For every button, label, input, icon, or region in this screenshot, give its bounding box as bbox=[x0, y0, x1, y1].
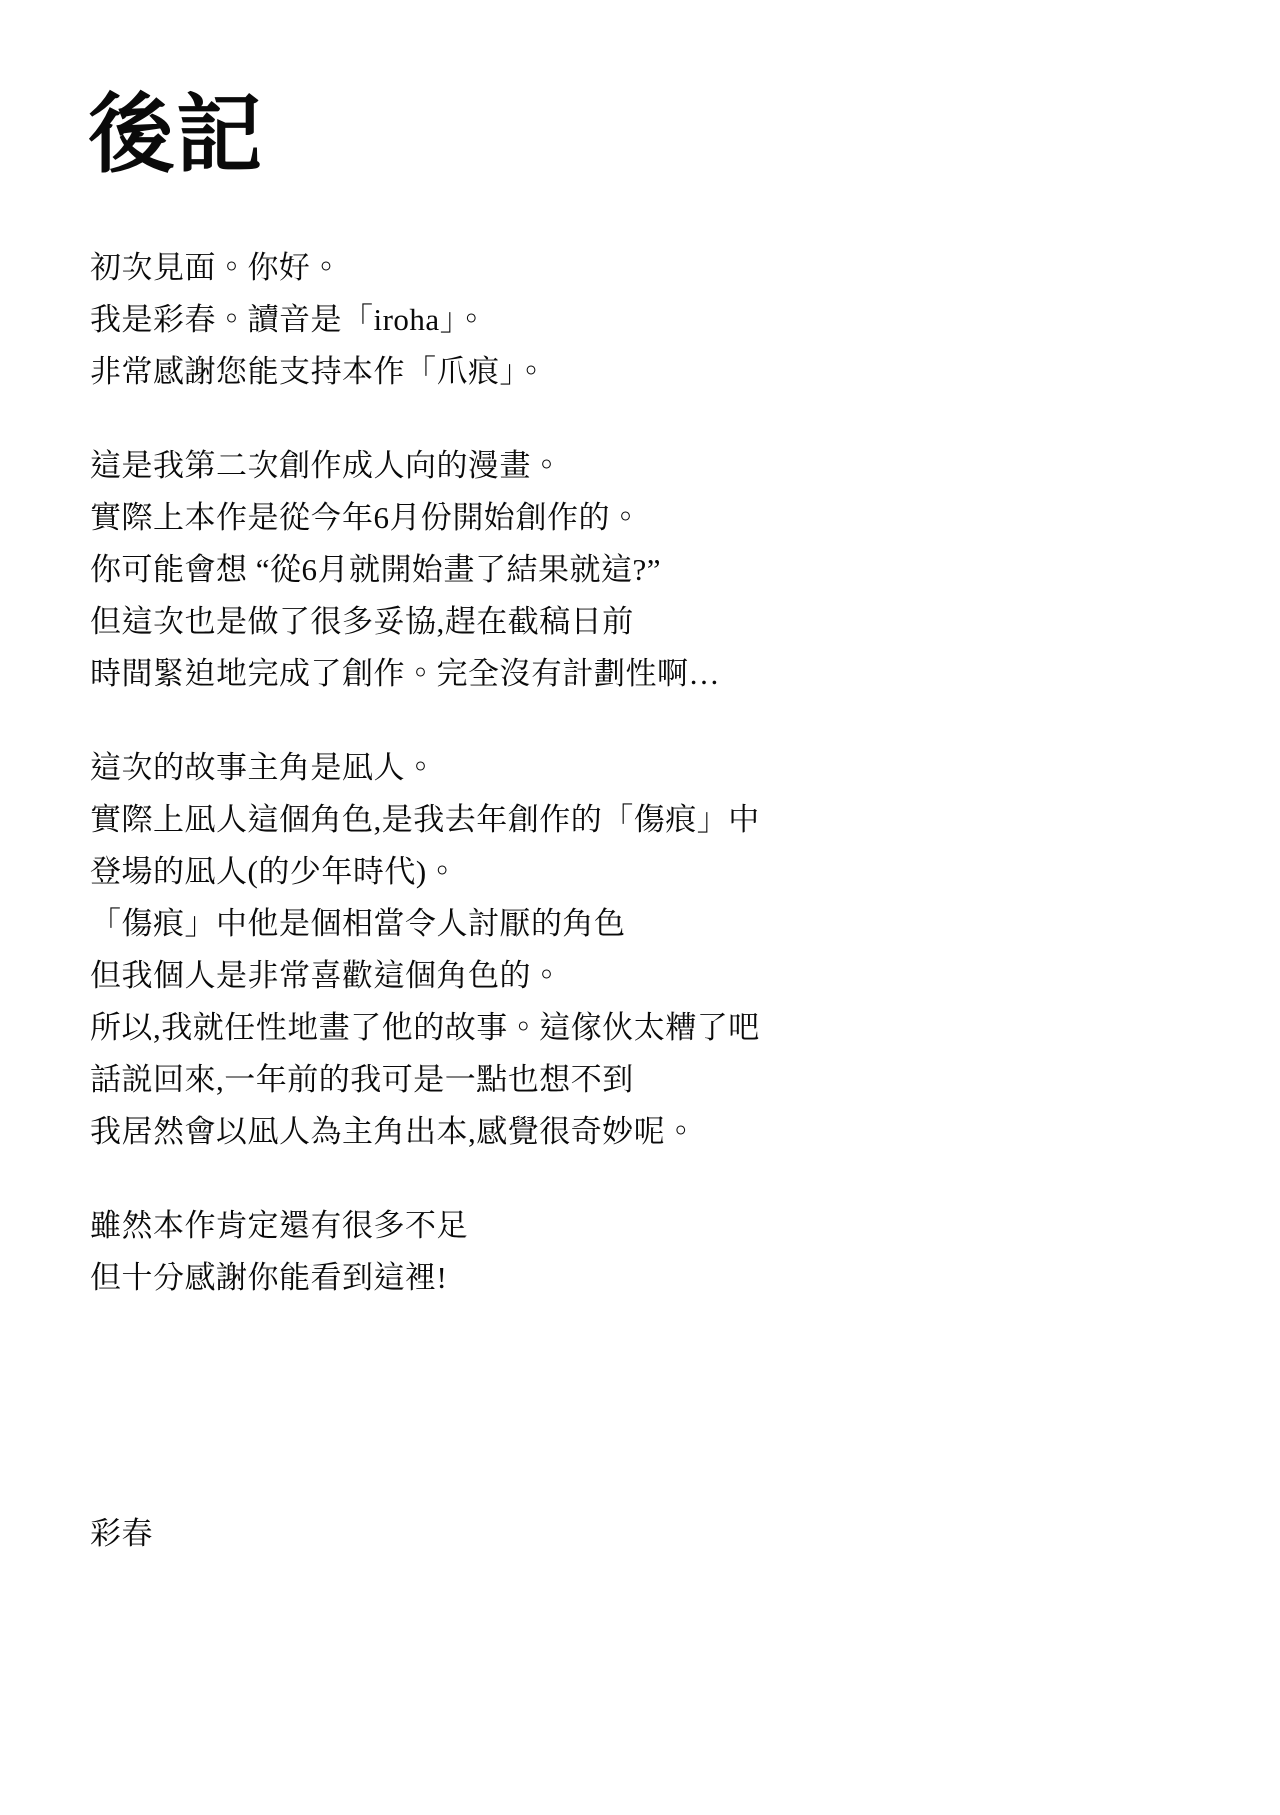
text-line: 雖然本作肯定還有很多不足 bbox=[90, 1208, 468, 1243]
paragraph-production bbox=[90, 440, 1150, 700]
text-line: 我是彩春。讀音是「iroha」。 bbox=[90, 302, 488, 337]
text-line: 這次的故事主角是凪人。 bbox=[90, 750, 437, 785]
text-line: 但十分感謝你能看到這裡! bbox=[90, 1260, 448, 1295]
author-signature: 彩春 bbox=[90, 1516, 153, 1551]
afterword-body bbox=[90, 242, 1150, 1304]
page-title: 後記 bbox=[88, 87, 264, 183]
paragraph-closing bbox=[90, 1200, 1150, 1304]
text-line: 初次見面。你好。 bbox=[90, 250, 342, 285]
text-line: 實際上凪人這個角色,是我去年創作的「傷痕」中 bbox=[90, 802, 760, 837]
text-line: 實際上本作是從今年6月份開始創作的。 bbox=[90, 500, 642, 535]
text-line: 話説回來,一年前的我可是一點也想不到 bbox=[90, 1062, 634, 1097]
text-line: 所以,我就任性地畫了他的故事。這傢伙太糟了吧 bbox=[90, 1010, 760, 1045]
paragraph-character bbox=[90, 742, 1150, 1158]
text-line: 但這次也是做了很多妥協,趕在截稿日前 bbox=[90, 604, 634, 639]
text-line: 時間緊迫地完成了創作。完全沒有計劃性啊… bbox=[90, 656, 720, 691]
text-line: 你可能會想 “從6月就開始畫了結果就這?” bbox=[90, 552, 662, 587]
text-line: 但我個人是非常喜歡這個角色的。 bbox=[90, 958, 563, 993]
text-line: 登場的凪人(的少年時代)。 bbox=[90, 854, 459, 889]
text-line: 非常感謝您能支持本作「爪痕」。 bbox=[90, 354, 547, 389]
text-line: 這是我第二次創作成人向的漫畫。 bbox=[90, 448, 563, 483]
paragraph-greeting bbox=[90, 242, 1150, 398]
text-line: 「傷痕」中他是個相當令人討厭的角色 bbox=[90, 906, 626, 941]
text-line: 我居然會以凪人為主角出本,感覺很奇妙呢。 bbox=[90, 1114, 697, 1149]
